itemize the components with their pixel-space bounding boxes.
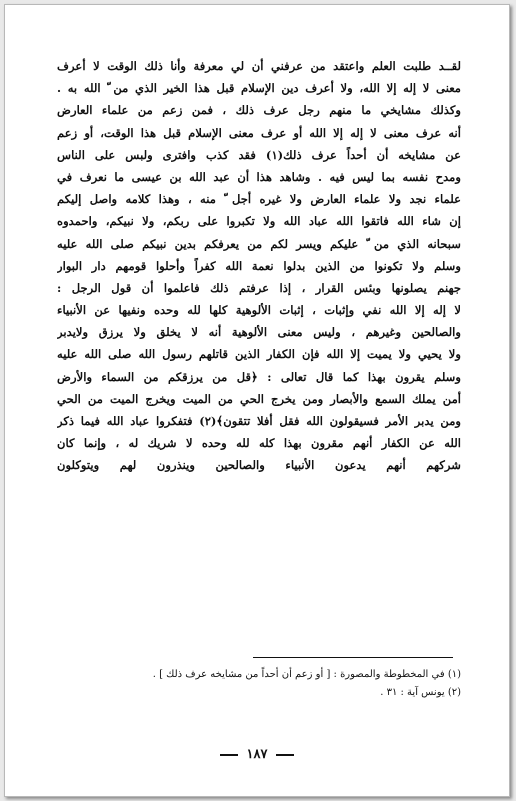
document-page: [4, 4, 510, 797]
body-text: [57, 55, 461, 477]
text-line: عن مشايخه أن أحداً عرف ذلك(١) فقد كذب وافترى ولبس على الناس: [57, 147, 461, 162]
page-number: [5, 747, 509, 762]
text-line: وكذلك مشايخي ما منهم رجل عرف ذلك ، فمن زعم من علماء العارض: [57, 103, 461, 118]
page-number-dash-left: [220, 754, 238, 756]
text-line: وسلم ولا تكونوا من الذين بدلوا نعمة الله كفراً وأحلوا قومهم دار البوار: [57, 258, 461, 273]
footnote-separator: [253, 657, 453, 658]
text-line: أمن يملك السمع والأبصار ومن يخرج الحي من الميت ويخرج الميت من الحي: [57, 391, 461, 406]
text-line: علماء نجد ولا علماء العارض ولا غيره أجل ّ منه ، وهذا كلامه واصل إليكم: [57, 192, 461, 207]
footnote-item: (٢) يونس آية : ٣١ .: [380, 687, 461, 698]
text-line: ومن يدبر الأمر فسيقولون الله فقل أفلا تتقون﴾(٢) فتفكروا عباد الله فيما ذكر: [57, 414, 461, 428]
footnotes: [65, 666, 461, 702]
text-line: معنى لا إله إلا الله، ولا أعرف دين الإسلام قبل هذا الخير الذي من ّ الله به .: [57, 81, 461, 96]
text-line: سبحانه الذي من ّ عليكم ويسر لكم من يعرفكم بدين نبيكم صلى الله عليه: [57, 236, 461, 251]
footnote-item: (١) في المخطوطة والمصورة : [ أو زعم أن أحداً من مشايخه عرف ذلك ] .: [152, 669, 461, 680]
text-line: ولا يحيي ولا يميت إلا الله فإن الكفار الذين قاتلهم رسول الله صلى الله عليه: [57, 347, 461, 362]
page-number-value: ١٨٧: [246, 747, 268, 762]
text-line: شركهم أنهم يدعون الأنبياء والصالحين وينذرون لهم ويتوكلون: [57, 458, 461, 473]
text-line: لا إله إلا الله نفي وإثبات ، إثبات الألوهية كلها لله وحده ونفيها عن الأنبياء: [57, 303, 461, 318]
page-number-dash-right: [276, 754, 294, 756]
text-line: إن شاء الله فاتقوا الله عباد الله ولا تكبروا على ربكم، ولا نبيكم، واحمدوه: [57, 214, 461, 229]
text-line: والصالحين وغيرهم ، وليس معنى الألوهية أنه لا يخلق ولا يرزق ولايدبر: [57, 325, 461, 340]
text-line: الله عن الكفار أنهم مقرون بهذا كله لله وحده لا شريك له ، وإنما كان: [57, 436, 461, 451]
text-line: لقــد طلبت العلم واعتقد من عرفني أن لي معرفة وأنا ذلك الوقت لا أعرف: [57, 59, 461, 73]
text-line: ومدح نفسه بما ليس فيه . وشاهد هذا أن عبد الله بن عيسى ما نعرف في: [57, 169, 461, 184]
text-line: وسلم يقرون بهذا كما قال تعالى : ﴿قل من يرزقكم من السماء والأرض: [57, 369, 461, 384]
text-line: أنه عرف معنى لا إله إلا الله أو عرف معنى الإسلام قبل هذا الوقت، أو زعم: [57, 125, 461, 140]
text-line: جهنم يصلونها وبئس القرار ، إذا عرفتم ذلك فاعلموا أن قول الرجل :: [57, 280, 461, 295]
